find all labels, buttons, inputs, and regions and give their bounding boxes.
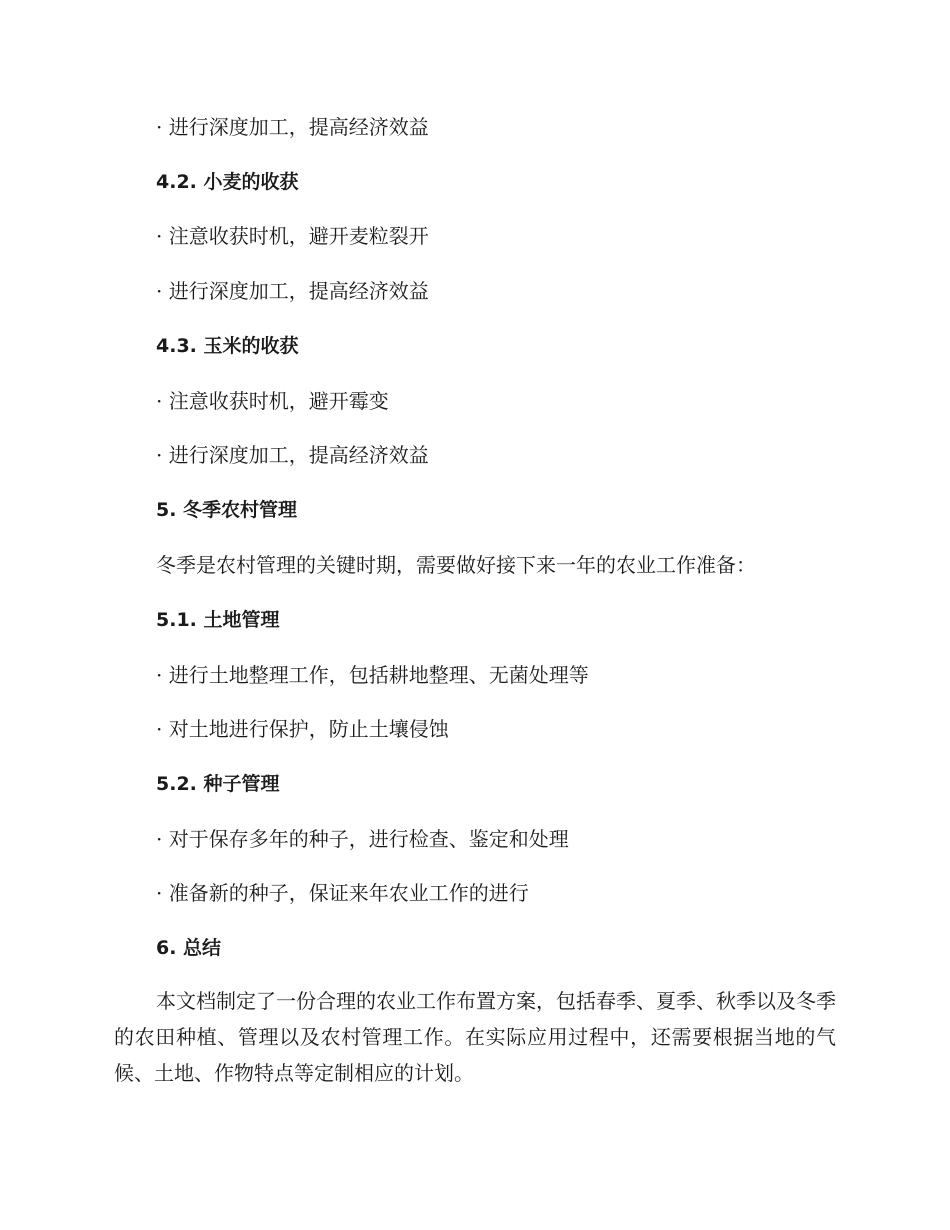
summary-paragraph: 本文档制定了一份合理的农业工作布置方案，包括春季、夏季、秋季以及冬季的农田种植、管理以及农村管理工作。在实际应用过程中，还需要根据当地的气候、土地、作物特点等定制相应的计划。 — [114, 989, 836, 1085]
bullet-item: · 进行深度加工，提高经济效益 — [156, 279, 429, 303]
bullet-item: · 进行深度加工，提高经济效益 — [156, 443, 429, 467]
bullet-item: · 对于保存多年的种子，进行检查、鉴定和处理 — [156, 827, 569, 851]
section-heading: 5.2. 种子管理 — [156, 773, 280, 795]
section-heading: 6. 总结 — [156, 937, 222, 959]
bullet-item: · 对土地进行保护，防止土壤侵蚀 — [156, 717, 449, 741]
bullet-item: · 进行土地整理工作，包括耕地整理、无菌处理等 — [156, 663, 589, 687]
bullet-item: · 准备新的种子，保证来年农业工作的进行 — [156, 881, 529, 905]
bullet-item: · 注意收获时机，避开霉变 — [156, 389, 389, 413]
paragraph-text: 冬季是农村管理的关键时期，需要做好接下来一年的农业工作准备： — [156, 553, 756, 577]
section-heading: 4.2. 小麦的收获 — [156, 171, 299, 193]
section-heading: 5.1. 土地管理 — [156, 609, 280, 631]
section-heading: 4.3. 玉米的收获 — [156, 335, 299, 357]
bullet-item: · 进行深度加工，提高经济效益 — [156, 115, 429, 139]
bullet-item: · 注意收获时机，避开麦粒裂开 — [156, 224, 429, 248]
section-heading: 5. 冬季农村管理 — [156, 499, 298, 521]
